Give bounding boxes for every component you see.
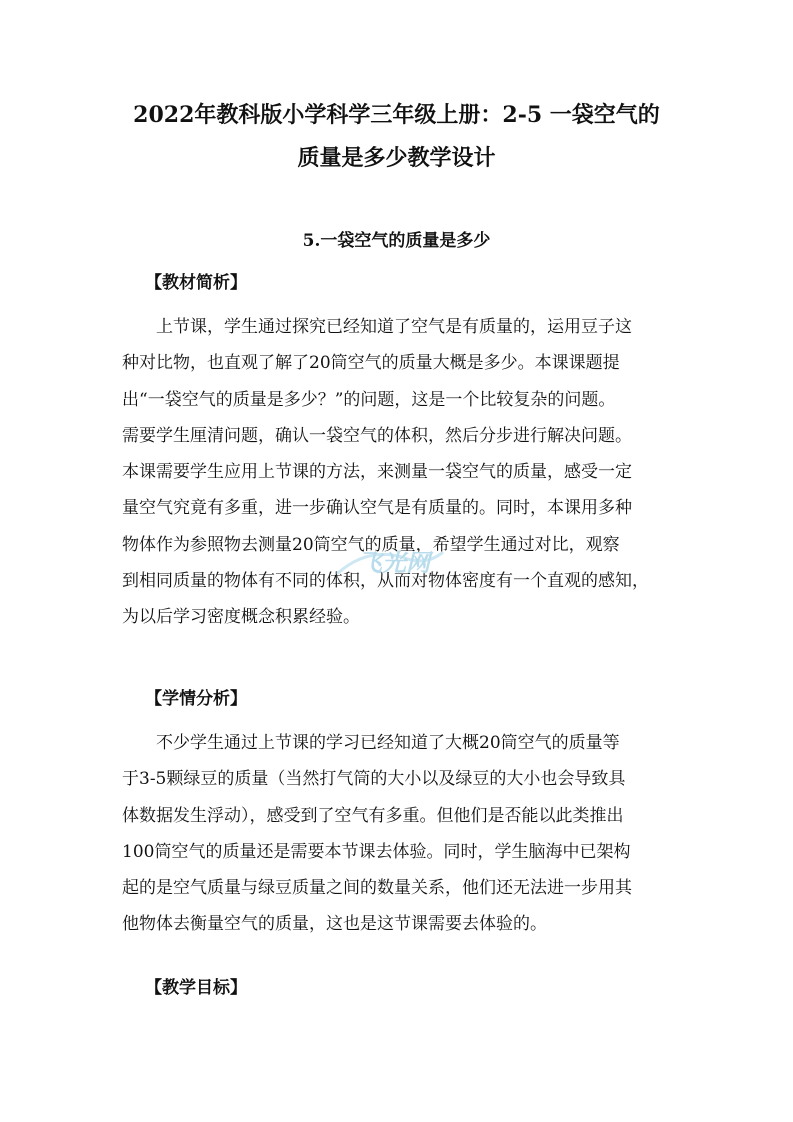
watermark-text: 飞光网 [358, 548, 430, 577]
students-heading: 【学情分析】 [145, 689, 247, 709]
students-line: 不少学生通过上节课的学习已经知道了大概20筒空气的质量等 [156, 733, 620, 753]
materials-line: 本课需要学生应用上节课的方法，来测量一袋空气的质量，感受一定 [122, 462, 632, 483]
document-title-line-2: 质量是多少教学设计 [297, 145, 496, 171]
students-line: 于3-5颗绿豆的质量（当然打气筒的大小以及绿豆的大小也会导致具 [122, 769, 626, 790]
document-title-line-1: 2022年教科版小学科学三年级上册：2-5 一袋空气的 [133, 102, 660, 128]
students-line: 起的是空气质量与绿豆质量之间的数量关系，他们还无法进一步用其 [122, 878, 632, 899]
materials-line: 上节课，学生通过探究已经知道了空气是有质量的，运用豆子这 [156, 317, 632, 337]
goals-heading: 【教学目标】 [145, 978, 247, 998]
materials-line: 种对比物，也直观了解了20筒空气的质量大概是多少。本课课题提 [122, 353, 620, 374]
students-paragraph [122, 725, 682, 943]
materials-heading: 【教材简析】 [145, 273, 247, 293]
materials-line: 量空气究竟有多重，进一步确认空气是有质量的。同时，本课用多种 [122, 498, 632, 519]
students-line: 体数据发生浮动），感受到了空气有多重。但他们是否能以此类推出 [122, 805, 624, 826]
watermark-logo [330, 535, 450, 595]
materials-line: 需要学生厘清问题，确认一袋空气的体积，然后分步进行解决问题。 [122, 425, 632, 446]
lesson-subtitle: 5.一袋空气的质量是多少 [302, 231, 491, 251]
materials-line: 物体作为参照物去测量20筒空气的质量，希望学生通过对比，观察 [122, 534, 620, 555]
students-line: 他物体去衡量空气的质量，这也是这节课需要去体验的。 [122, 914, 547, 935]
materials-line: 为以后学习密度概念积累经验。 [122, 607, 360, 628]
materials-line: 出“一袋空气的质量是多少？”的问题，这是一个比较复杂的问题。 [122, 389, 616, 410]
students-line: 100筒空气的质量还是需要本节课去体验。同时，学生脑海中已架构 [122, 841, 631, 862]
materials-line: 到相同质量的物体有不同的体积，从而对物体密度有一个直观的感知， [122, 571, 649, 592]
